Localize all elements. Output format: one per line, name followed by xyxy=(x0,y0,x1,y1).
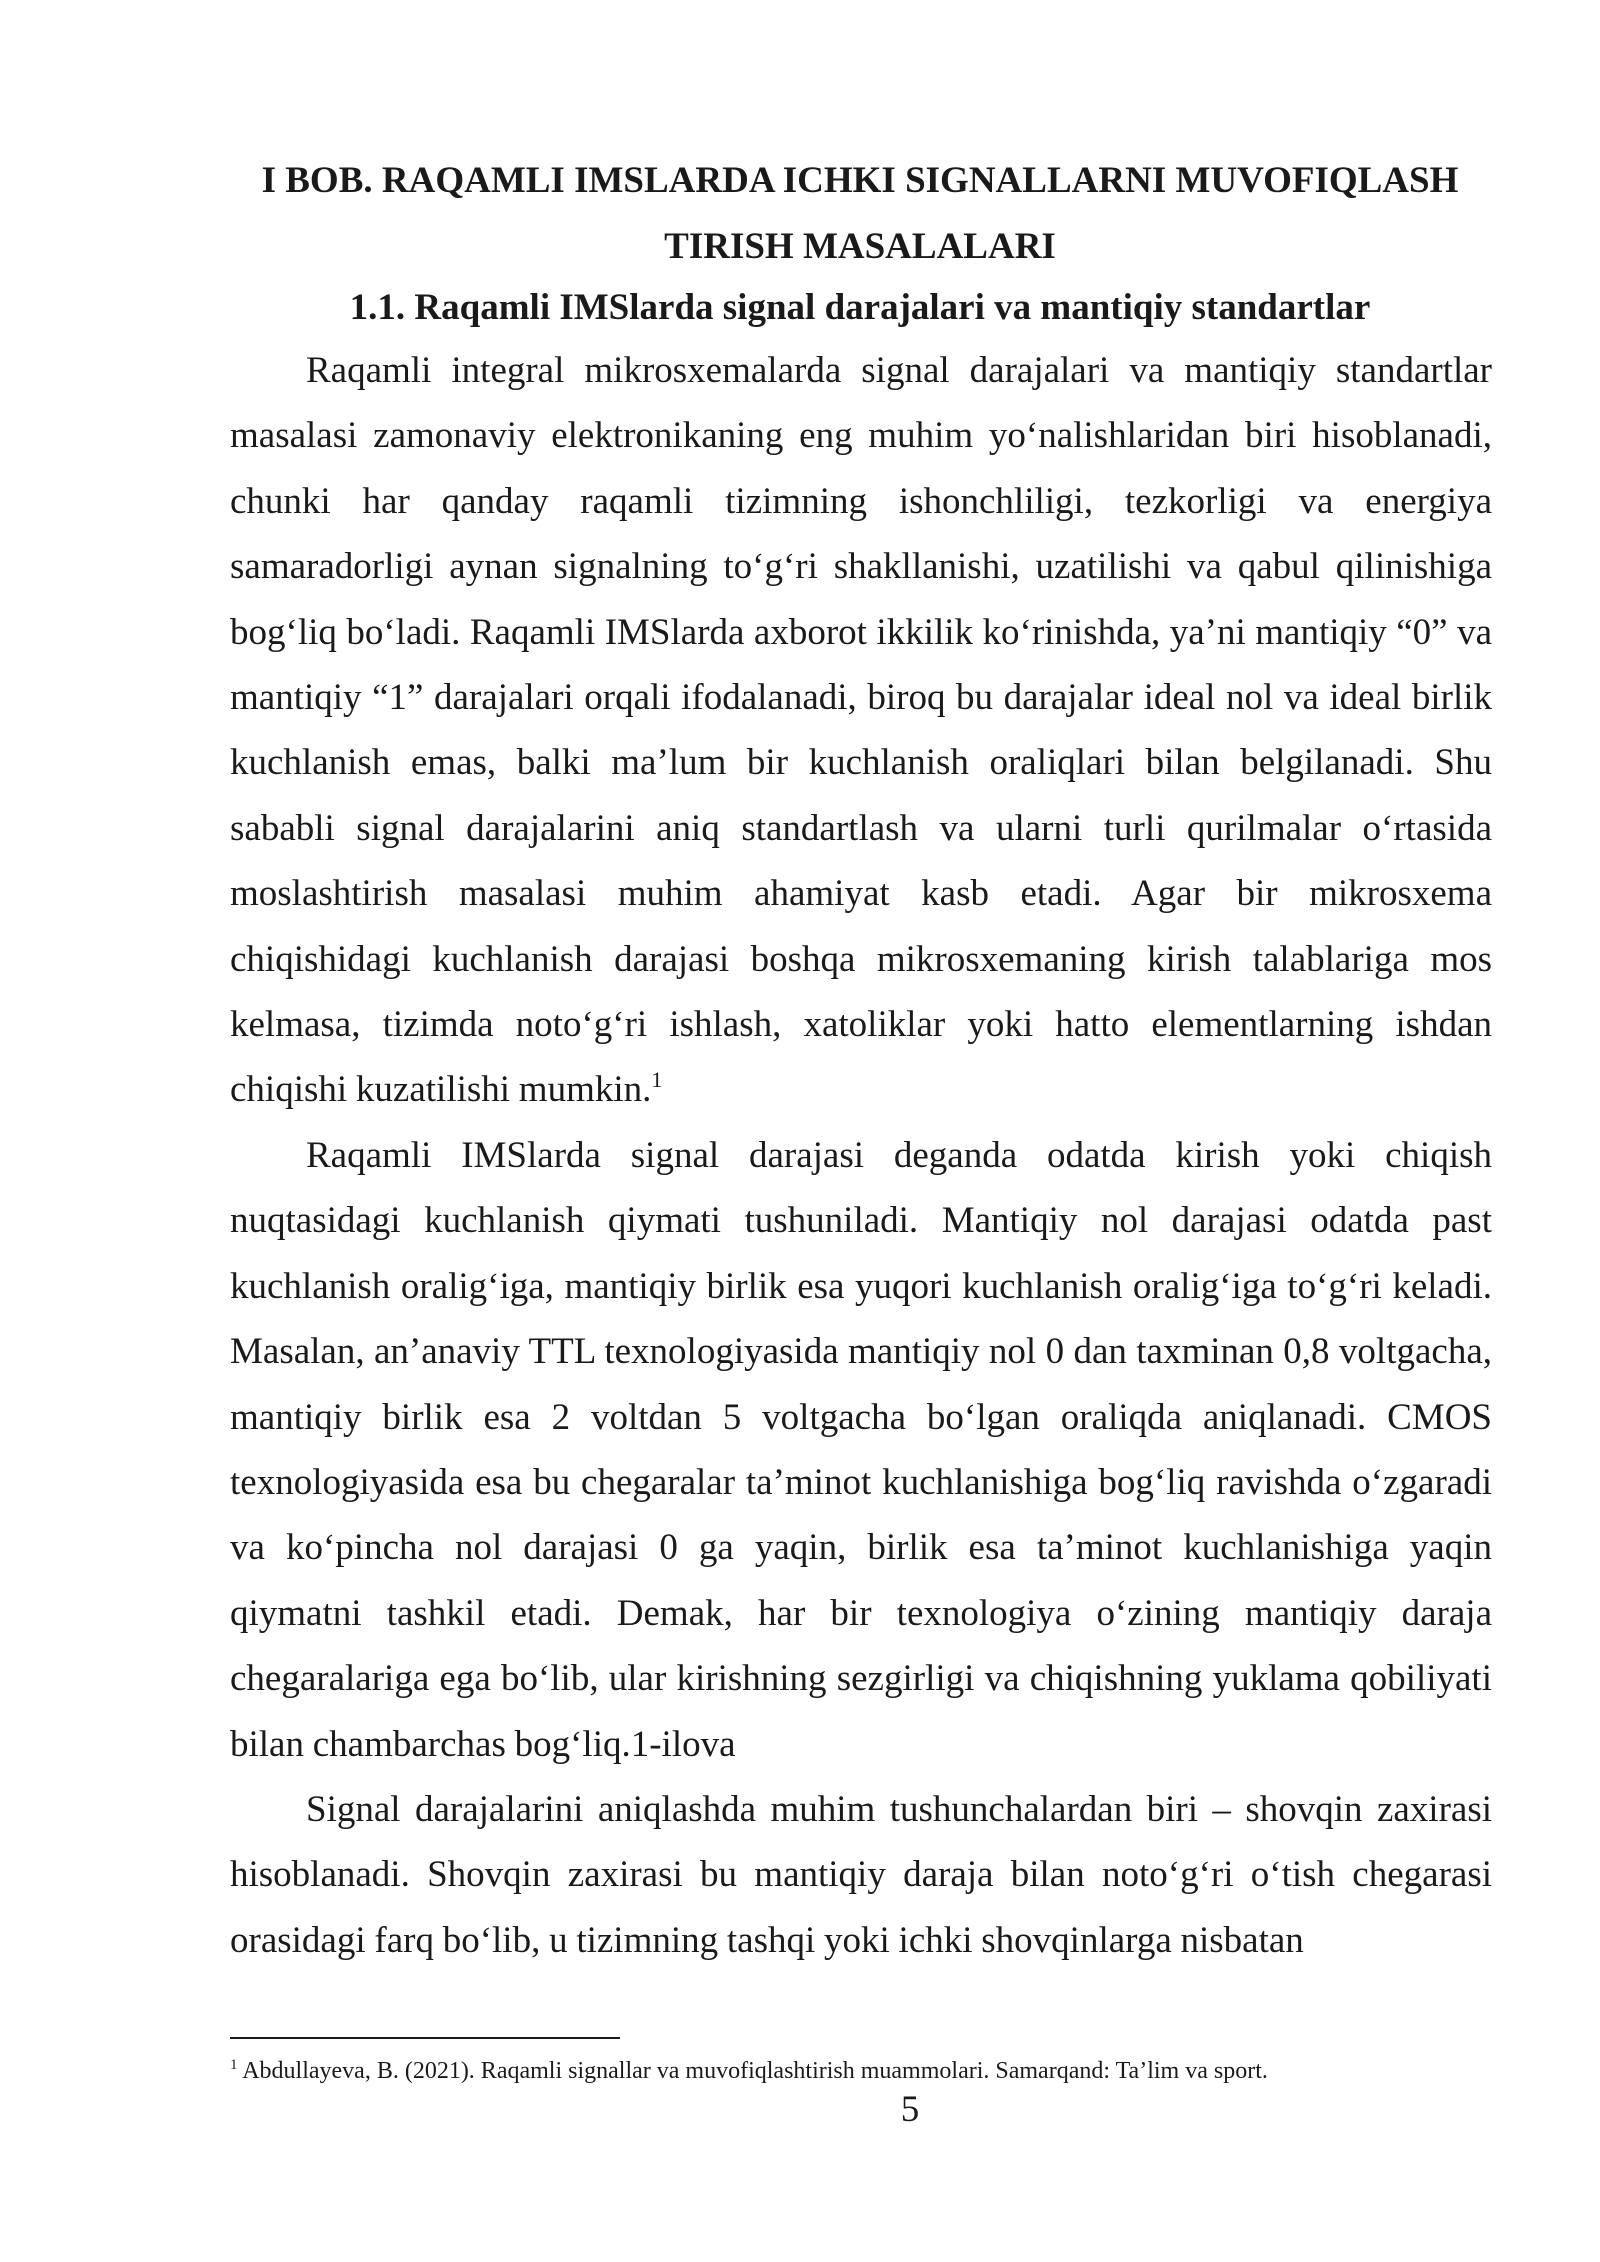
footnote-text: Abdullayeva, B. (2021). Raqamli signallar va muvofiqlashtirish muammolari. Samarqand: Ta’lim va sport. xyxy=(242,2058,1268,2084)
body-text xyxy=(230,338,1492,1973)
paragraph-3: Signal darajalarini aniqlashda muhim tushunchalardan biri – shovqin zaxirasi hisoblanadi. Shovqin zaxirasi bu mantiqiy daraja bilan noto‘g‘ri o‘tish chegarasi orasidagi farq bo‘lib, u tizimning tashqi yoki ichki shovqinlarga nisbatan xyxy=(230,1788,1492,1961)
chapter-title: I BOB. RAQAMLI IMSLARDA ICHKI SIGNALLARNI MUVOFIQLASH TIRISH MASALALARI xyxy=(261,160,1459,267)
paragraph-1-text: Raqamli integral mikrosxemalarda signal darajalari va mantiqiy standartlar masalasi zamonaviy elektronikaning eng muhim yo‘nalishlaridan biri hisoblanadi, chunki har qanday raqamli tizimning ishonchliligi, tezkorligi va energiya samaradorligi aynan signalning to‘g‘ri shakllanishi, uzatilishi va qabul qilinishiga bog‘liq bo‘ladi. Raqamli IMSlarda axborot ikkilik ko‘rinishda, ya’ni mantiqiy “0” va mantiqiy “1” darajalari orqali ifodalanadi, biroq bu darajalar ideal nol va ideal birlik kuchlanish emas, balki ma’lum bir kuchlanish oraliqlari bilan belgilanadi. Shu sababli signal darajalarini aniq standartlash va ularni turli qurilmalar o‘rtasida moslashtirish masalasi muhim ahamiyat kasb etadi. Agar bir mikrosxema chiqishidagi kuchlanish darajasi boshqa mikrosxemaning kirish talablariga mos kelmasa, tizimda noto‘g‘ri ishlash, xatoliklar yoki hatto elementlarning ishdan chiqishi kuzatilishi mumkin. xyxy=(230,350,1492,1111)
footnote-reference: 1 xyxy=(651,1067,663,1093)
paragraph-2: Raqamli IMSlarda signal darajasi deganda odatda kirish yoki chiqish nuqtasidagi kuchlanish qiymati tushuniladi. Mantiqiy nol darajasi odatda past kuchlanish oralig‘iga, mantiqiy birlik esa yuqori kuchlanish oralig‘iga to‘g‘ri keladi. Masalan, an’anaviy TTL texnologiyasida mantiqiy nol 0 dan taxminan 0,8 voltgacha, mantiqiy birlik esa 2 voltdan 5 voltgacha bo‘lgan oraliqda aniqlanadi. CMOS texnologiyasida esa bu chegaralar ta’minot kuchlanishiga bog‘liq ravishda o‘zgaradi va ko‘pincha nol darajasi 0 ga yaqin, birlik esa ta’minot kuchlanishiga yaqin qiymatni tashkil etadi. Demak, har bir texnologiya o‘zining mantiqiy daraja chegaralariga ega bo‘lib, ular kirishning sezgirligi va chiqishning yuklama qobiliyati bilan chambarchas bog‘liq.1-ilova xyxy=(230,1134,1492,1765)
footnote xyxy=(230,2056,1492,2086)
paragraph-1 xyxy=(230,338,1492,1123)
page-number: 5 xyxy=(900,2089,920,2130)
footnote-separator xyxy=(230,2037,620,2039)
footnote-number: 1 xyxy=(230,2057,238,2073)
section-title: 1.1. Raqamli IMSlarda signal darajalari va mantiqiy standartlar xyxy=(349,287,1371,328)
